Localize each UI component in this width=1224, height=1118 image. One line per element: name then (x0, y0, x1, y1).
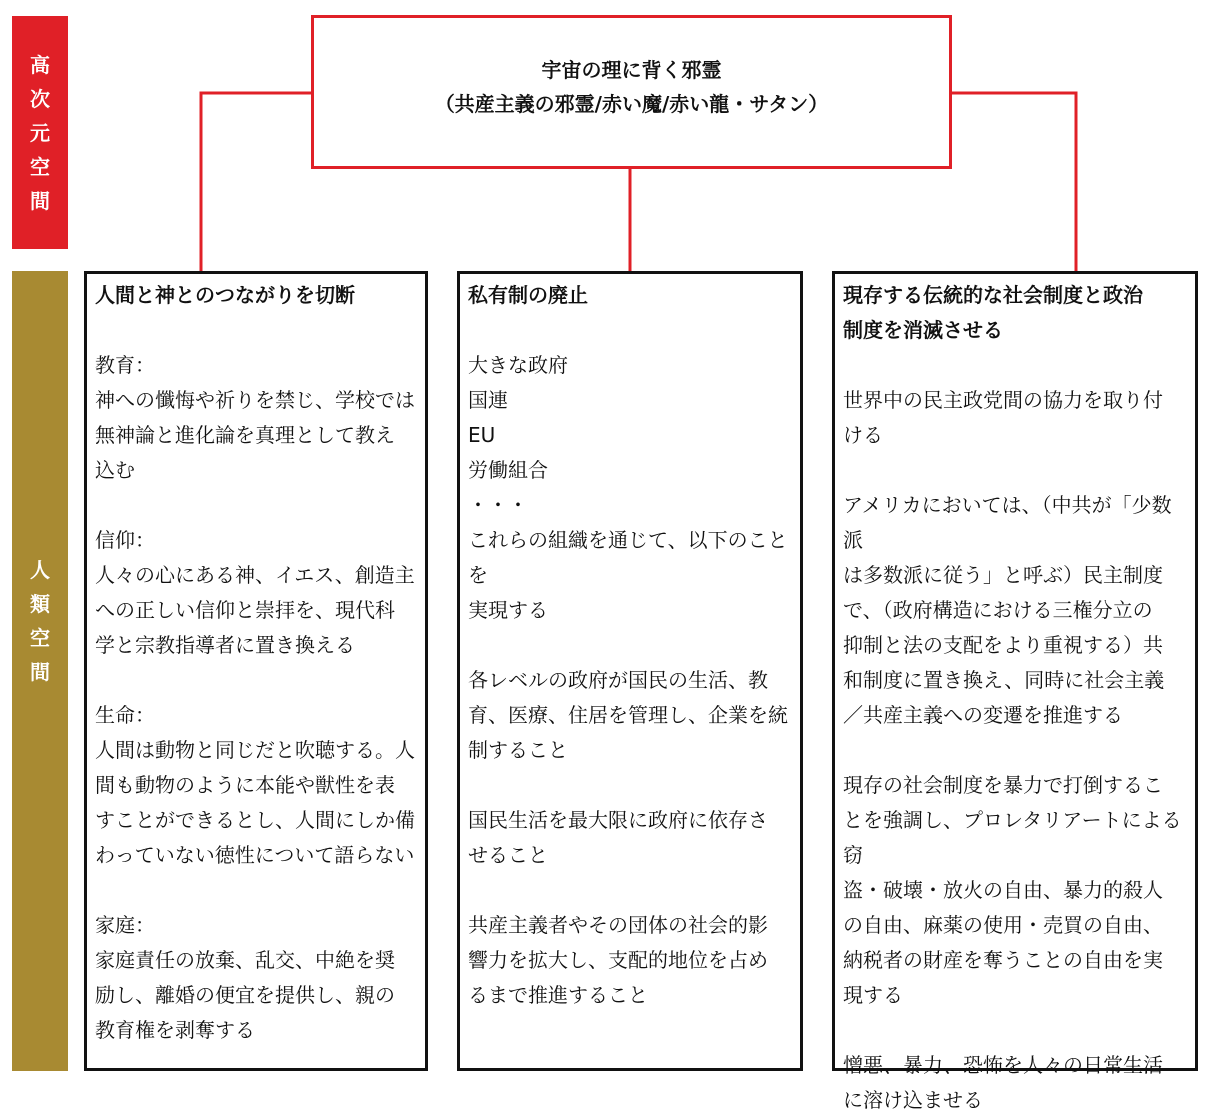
upper-realm-char: 元 (30, 120, 50, 145)
human-realm-char: 間 (30, 660, 50, 684)
column-title: 私有制の廃止 (468, 283, 588, 307)
upper-realm-char: 次 (30, 86, 50, 111)
upper-realm-char: 空 (30, 154, 50, 179)
column-body: 大きな政府 国連 EU 労働組合 ・・・ これらの組織を通じて、以下のことを 実現する 各レベルの政府が国民の生活、教 育、医療、住居を管理し、企業を統 制すること 国民生活を最大限に政府に依存さ せること 共産主義者やその団体の社会的影 響力を拡大し、支配的地位を占め るまで推進すること (468, 353, 788, 1007)
column-abolish-private-property (457, 271, 803, 1071)
human-realm-char: 空 (30, 626, 50, 650)
column-destroy-institutions (832, 271, 1198, 1112)
connector-left (201, 93, 311, 271)
column-sever-god (84, 271, 428, 1071)
evil-spirit-title: 宇宙の理に背く邪霊 (541, 58, 722, 82)
upper-realm-char: 間 (30, 188, 50, 213)
column-body: 世界中の民主政党間の協力を取り付 ける アメリカにおいては、（中共が「少数派 は多数派に従う」と呼ぶ）民主制度 で、（政府構造における三権分立の 抑制と法の支配をより重視する）共 和制度に置き換え、同時に社会主義 ／共産主義への変遷を推進する 現存の社会制度を暴力で打倒するこ とを強調し、プロレタリアートによる窃 盗・破壊・放火の自由、暴力的殺人 の自由、麻薬の使用・売買の自由、 納税者の財産を奪うことの自由を実 現する 憎悪、暴力、恐怖を人々の日常生活 に溶け込ませる (843, 388, 1182, 1112)
column-title: 人間と神とのつながりを切断 (95, 283, 355, 307)
column-title: 現存する伝統的な社会制度と政治 制度を消滅させる (843, 283, 1143, 342)
evil-spirit-subtitle: （共産主義の邪霊/赤い魔/赤い龍・サタン） (434, 92, 829, 116)
column-body: 教育： 神への懺悔や祈りを禁じ、学校では 無神論と進化論を真理として教え 込む 信仰： 人々の心にある神、イエス、創造主 への正しい信仰と崇拝を、現代科 学と宗教指導者に置き換える 生命： 人間は動物と同じだと吹聴する。人 間も動物のように本能や獣性を表 すことができるとし、人間にしか備 わっていない徳性について語らない 家庭： 家庭責任の放棄、乱交、中絶を奨 励し、離婚の便宜を提供し、親の 教育権を剥奪する (95, 353, 415, 1042)
upper-realm-char: 高 (30, 52, 50, 77)
human-realm-char: 人 (30, 558, 50, 582)
human-realm-char: 類 (30, 592, 50, 616)
evil-spirit-box (311, 15, 952, 169)
connector-right (952, 93, 1076, 271)
